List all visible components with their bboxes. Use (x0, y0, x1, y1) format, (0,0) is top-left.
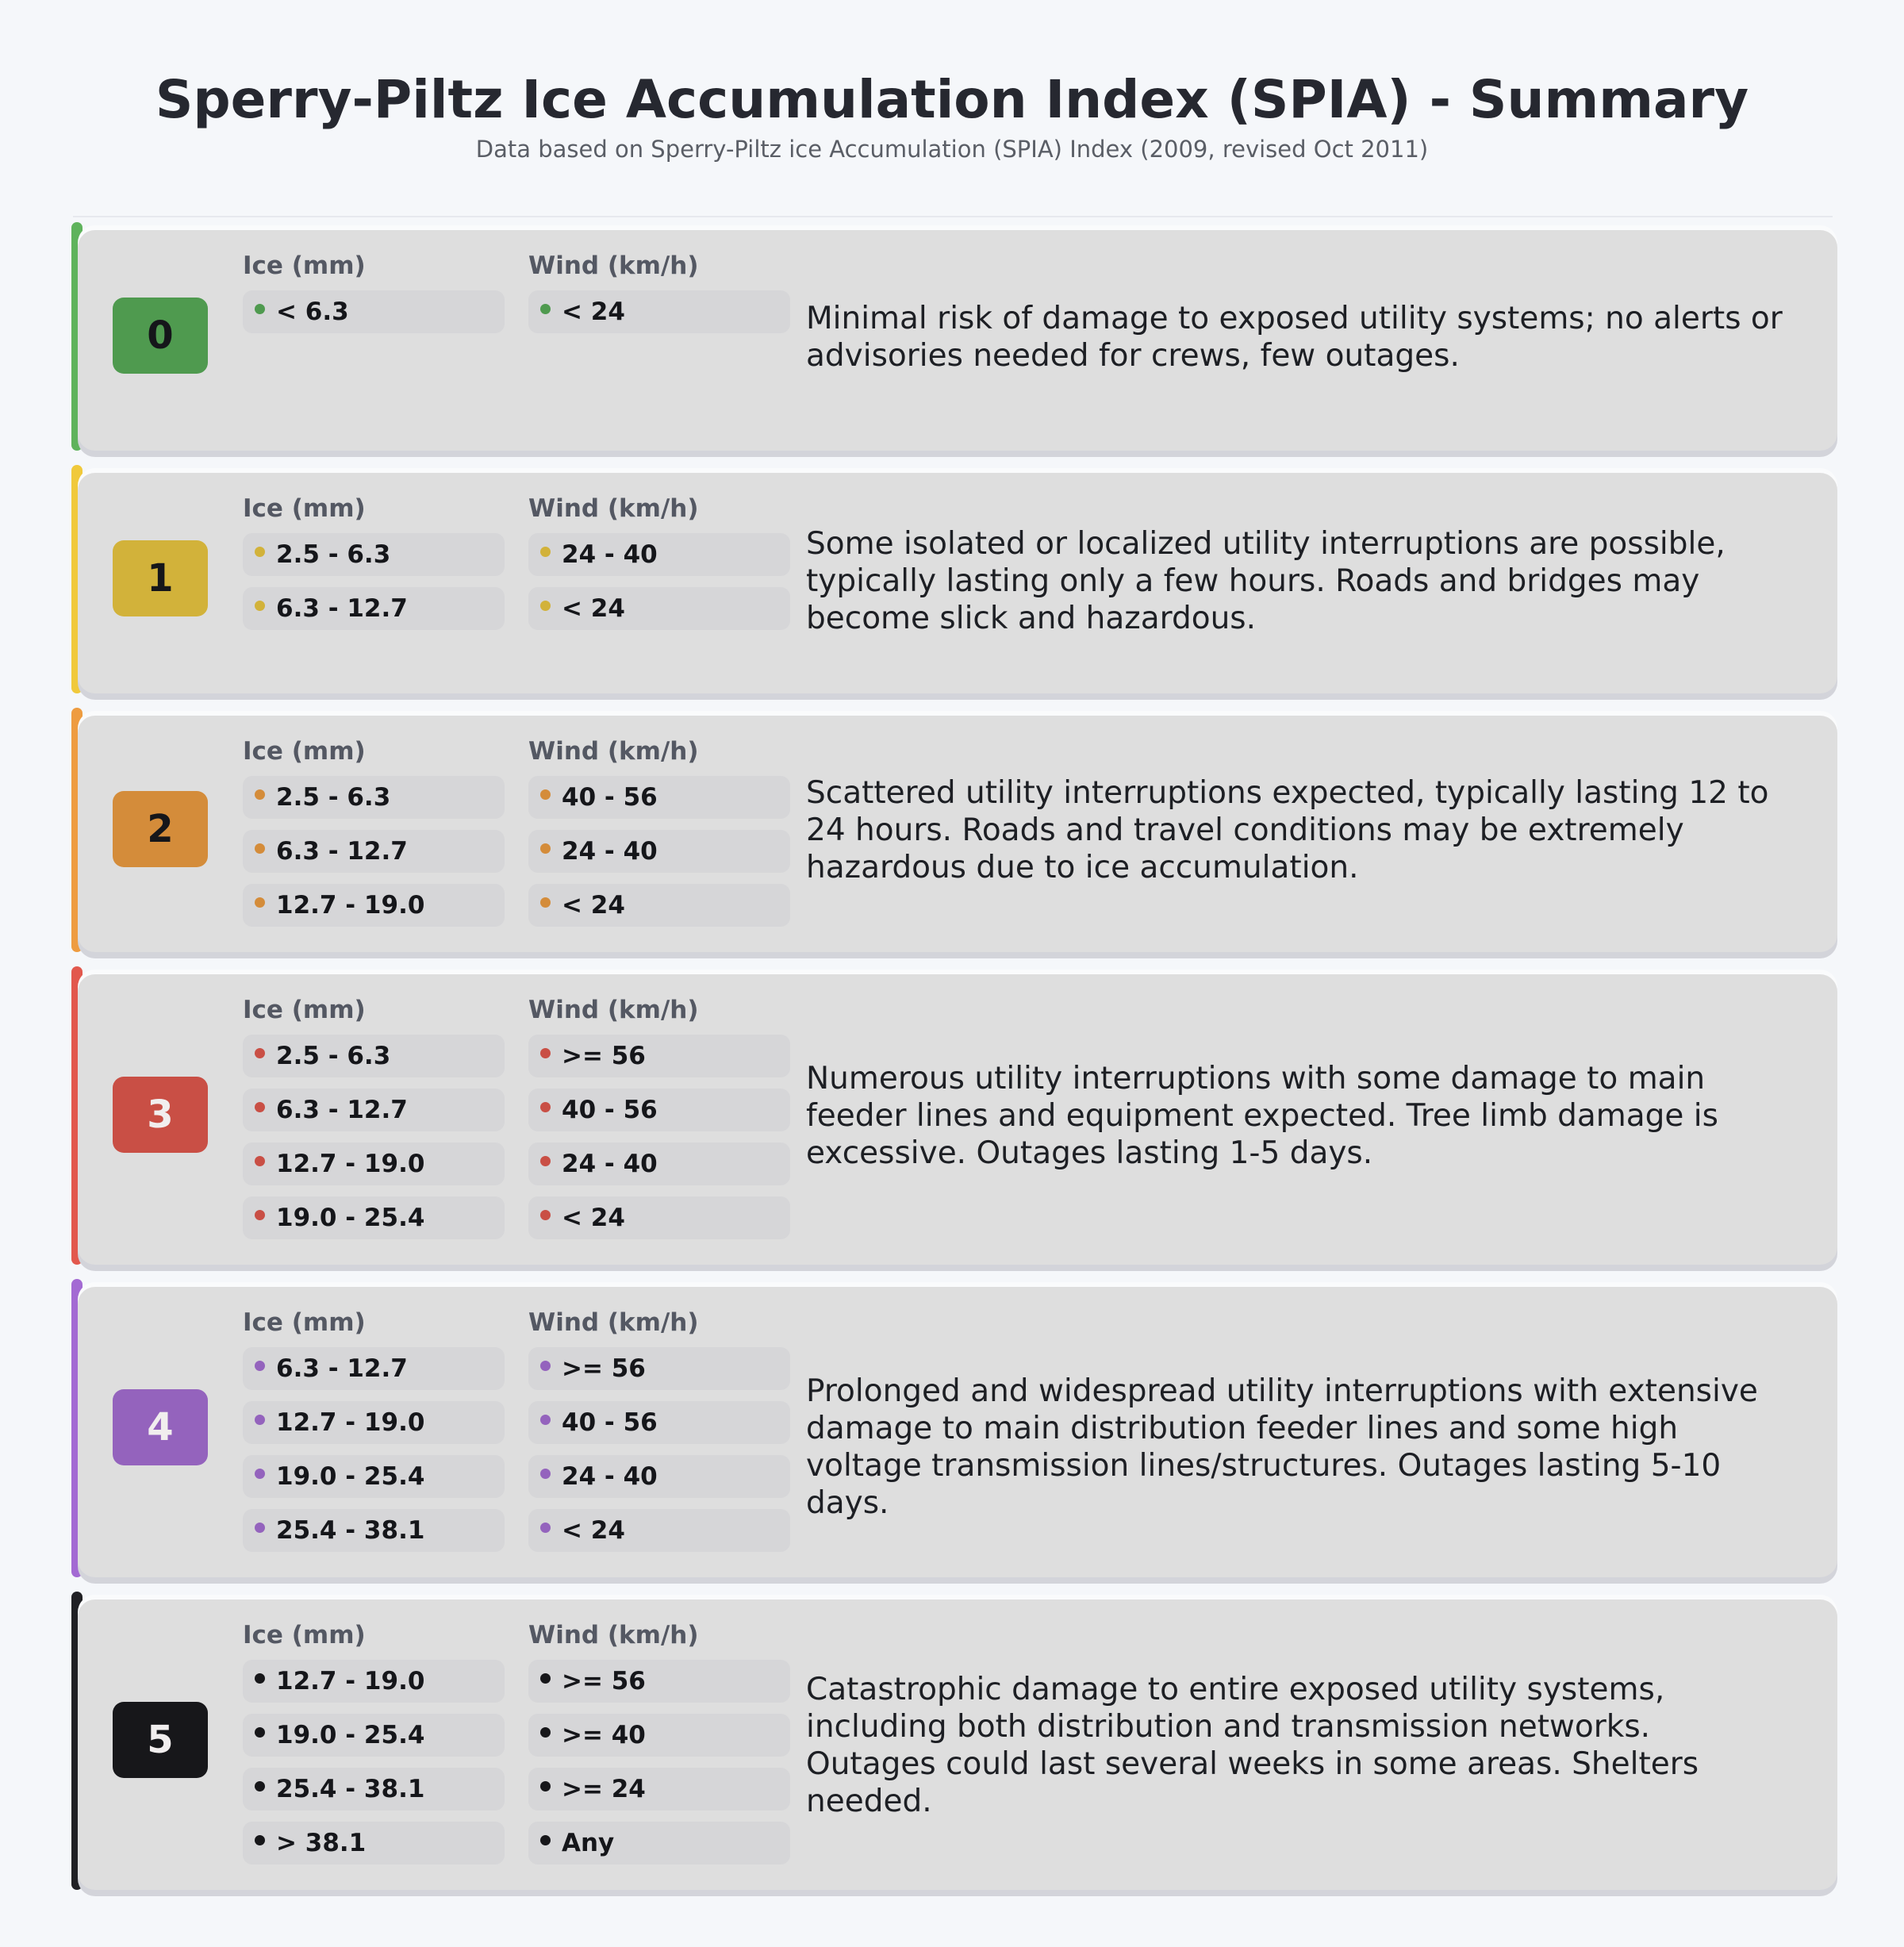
ice-range-cell (243, 1089, 505, 1131)
wind-range-cell-value: 24 - 40 (562, 837, 658, 866)
bullet-dot-icon (255, 1102, 265, 1112)
bullet-dot-icon (540, 1835, 551, 1845)
ice-range-cell (243, 1142, 505, 1185)
wind-range-cell (528, 830, 790, 873)
header-divider (73, 216, 1833, 217)
ice-range-cell-value: 19.0 - 25.4 (276, 1204, 425, 1232)
ice-range-cell (243, 1401, 505, 1444)
level-index-badge: 3 (113, 1077, 208, 1153)
bullet-dot-icon (255, 1469, 265, 1479)
wind-range-cell-value: >= 56 (562, 1354, 646, 1383)
bullet-dot-icon (255, 789, 265, 800)
ice-range-cell-value: 25.4 - 38.1 (276, 1775, 425, 1803)
wind-column-header: Wind (km/h) (528, 252, 699, 280)
bullet-dot-icon (540, 1102, 551, 1112)
wind-range-cell-value: < 24 (562, 891, 625, 920)
bullet-dot-icon (540, 1781, 551, 1791)
ice-range-cell (243, 1347, 505, 1390)
level-description: Some isolated or localized utility interruptions are possible, typically lasting only a few hours. Roads and bridges may become slick and hazardous. (806, 526, 1726, 636)
spia-level-row (71, 716, 1839, 952)
wind-range-cell-value: Any (562, 1829, 615, 1857)
ice-range-cell (243, 587, 505, 630)
level-index-badge: 4 (113, 1389, 208, 1465)
bullet-dot-icon (255, 1415, 265, 1425)
wind-range-cell-value: 40 - 56 (562, 1408, 658, 1437)
bullet-dot-icon (540, 1048, 551, 1058)
ice-range-cell-value: 19.0 - 25.4 (276, 1721, 425, 1749)
wind-range-cell (528, 1089, 790, 1131)
bullet-dot-icon (255, 1361, 265, 1371)
bullet-dot-icon (255, 843, 265, 854)
wind-range-cell (528, 1142, 790, 1185)
ice-range-cell-value: 25.4 - 38.1 (276, 1516, 425, 1545)
level-card (78, 230, 1837, 451)
wind-range-cell (528, 776, 790, 819)
wind-range-cell-value: >= 24 (562, 1775, 646, 1803)
wind-column-header: Wind (km/h) (528, 1308, 699, 1337)
wind-range-cell (528, 1035, 790, 1077)
wind-range-cell (528, 1455, 790, 1498)
wind-range-cell-value: < 24 (562, 594, 625, 623)
ice-range-cell-value: 6.3 - 12.7 (276, 1354, 408, 1383)
wind-range-cell (528, 1347, 790, 1390)
level-index-badge: 5 (113, 1702, 208, 1778)
ice-range-cell-value: 6.3 - 12.7 (276, 1096, 408, 1124)
level-index-badge: 1 (113, 540, 208, 616)
ice-range-cell-value: 6.3 - 12.7 (276, 837, 408, 866)
level-description: Scattered utility interruptions expected, typically lasting 12 to 24 hours. Roads and travel conditions may be extremely hazardous due to ice accumulation. (806, 775, 1769, 885)
bullet-dot-icon (540, 843, 551, 854)
wind-range-cell (528, 1401, 790, 1444)
ice-range-cell-value: > 38.1 (276, 1829, 367, 1857)
spia-level-row (71, 974, 1839, 1265)
ice-range-cell (243, 1509, 505, 1552)
bullet-dot-icon (255, 547, 265, 557)
spia-level-row (71, 473, 1839, 693)
bullet-dot-icon (540, 1469, 551, 1479)
wind-range-cell (528, 1768, 790, 1811)
level-card (78, 974, 1837, 1265)
bullet-dot-icon (255, 1673, 265, 1684)
bullet-dot-icon (255, 1156, 265, 1166)
bullet-dot-icon (255, 1835, 265, 1845)
wind-range-cell (528, 1196, 790, 1239)
ice-column-header: Ice (mm) (243, 494, 366, 523)
ice-range-cell-value: 2.5 - 6.3 (276, 540, 391, 569)
ice-range-cell (243, 830, 505, 873)
ice-range-cell-value: 12.7 - 19.0 (276, 1667, 425, 1695)
level-description: Catastrophic damage to entire exposed utility systems, including both distribution and transmission networks. Outages could last several weeks in some areas. Shelters needed. (806, 1672, 1699, 1819)
wind-range-cell (528, 1660, 790, 1703)
ice-range-cell-value: 12.7 - 19.0 (276, 891, 425, 920)
ice-range-cell-value: 2.5 - 6.3 (276, 783, 391, 812)
ice-range-cell (243, 1660, 505, 1703)
wind-range-cell (528, 884, 790, 927)
level-index-badge: 2 (113, 791, 208, 867)
bullet-dot-icon (255, 1210, 265, 1220)
bullet-dot-icon (540, 1415, 551, 1425)
wind-range-cell-value: >= 56 (562, 1667, 646, 1695)
ice-range-cell (243, 1196, 505, 1239)
ice-column-header: Ice (mm) (243, 737, 366, 766)
ice-range-cell-value: 19.0 - 25.4 (276, 1462, 425, 1491)
wind-range-cell-value: 40 - 56 (562, 1096, 658, 1124)
wind-column-header: Wind (km/h) (528, 1621, 699, 1649)
ice-range-cell (243, 533, 505, 576)
ice-range-cell-value: 2.5 - 6.3 (276, 1042, 391, 1070)
wind-range-cell (528, 1822, 790, 1864)
ice-column-header: Ice (mm) (243, 252, 366, 280)
wind-range-cell-value: 24 - 40 (562, 540, 658, 569)
wind-range-cell-value: 24 - 40 (562, 1462, 658, 1491)
bullet-dot-icon (255, 1523, 265, 1533)
ice-range-cell (243, 290, 505, 333)
wind-range-cell (528, 587, 790, 630)
ice-column-header: Ice (mm) (243, 1621, 366, 1649)
wind-range-cell (528, 1714, 790, 1757)
wind-range-cell-value: 40 - 56 (562, 783, 658, 812)
level-description: Minimal risk of damage to exposed utility systems; no alerts or advisories needed for crews, few outages. (806, 301, 1783, 374)
level-card (78, 1287, 1837, 1577)
wind-range-cell (528, 1509, 790, 1552)
wind-range-cell-value: >= 40 (562, 1721, 646, 1749)
wind-range-cell-value: < 24 (562, 1204, 625, 1232)
wind-range-cell (528, 533, 790, 576)
bullet-dot-icon (255, 897, 265, 908)
wind-range-cell-value: >= 56 (562, 1042, 646, 1070)
bullet-dot-icon (540, 789, 551, 800)
ice-range-cell (243, 1822, 505, 1864)
bullet-dot-icon (255, 601, 265, 611)
ice-range-cell-value: 12.7 - 19.0 (276, 1408, 425, 1437)
level-card (78, 473, 1837, 693)
wind-column-header: Wind (km/h) (528, 996, 699, 1024)
bullet-dot-icon (255, 1727, 265, 1738)
bullet-dot-icon (540, 304, 551, 314)
spia-level-row (71, 1599, 1839, 1890)
bullet-dot-icon (540, 601, 551, 611)
ice-range-cell-value: < 6.3 (276, 298, 349, 326)
ice-range-cell-value: 6.3 - 12.7 (276, 594, 408, 623)
ice-range-cell-value: 12.7 - 19.0 (276, 1150, 425, 1178)
wind-range-cell-value: < 24 (562, 298, 625, 326)
level-card (78, 1599, 1837, 1890)
ice-range-cell (243, 1768, 505, 1811)
bullet-dot-icon (540, 1727, 551, 1738)
bullet-dot-icon (540, 547, 551, 557)
wind-column-header: Wind (km/h) (528, 494, 699, 523)
spia-level-row (71, 1287, 1839, 1577)
bullet-dot-icon (540, 897, 551, 908)
bullet-dot-icon (540, 1361, 551, 1371)
bullet-dot-icon (255, 1048, 265, 1058)
ice-range-cell (243, 1714, 505, 1757)
bullet-dot-icon (540, 1210, 551, 1220)
level-description: Prolonged and widespread utility interruptions with extensive damage to main distribution feeder lines and some high voltage transmission lines/structures. Outages lasting 5-10 days. (806, 1373, 1758, 1521)
bullet-dot-icon (540, 1523, 551, 1533)
bullet-dot-icon (255, 304, 265, 314)
wind-range-cell-value: < 24 (562, 1516, 625, 1545)
bullet-dot-icon (540, 1673, 551, 1684)
ice-range-cell (243, 1455, 505, 1498)
level-description: Numerous utility interruptions with some damage to main feeder lines and equipment expected. Tree limb damage is excessive. Outages lasting 1-5 days. (806, 1061, 1718, 1171)
page-title: Sperry-Piltz Ice Accumulation Index (SPIA) - Summary (155, 69, 1749, 130)
ice-range-cell (243, 884, 505, 927)
wind-column-header: Wind (km/h) (528, 737, 699, 766)
level-card (78, 716, 1837, 952)
level-index-badge: 0 (113, 298, 208, 374)
page-subtitle: Data based on Sperry-Piltz ice Accumulation (SPIA) Index (2009, revised Oct 2011) (475, 136, 1429, 163)
bullet-dot-icon (540, 1156, 551, 1166)
spia-level-row (71, 230, 1839, 451)
bullet-dot-icon (255, 1781, 265, 1791)
ice-range-cell (243, 1035, 505, 1077)
wind-range-cell (528, 290, 790, 333)
wind-range-cell-value: 24 - 40 (562, 1150, 658, 1178)
ice-range-cell (243, 776, 505, 819)
ice-column-header: Ice (mm) (243, 996, 366, 1024)
ice-column-header: Ice (mm) (243, 1308, 366, 1337)
